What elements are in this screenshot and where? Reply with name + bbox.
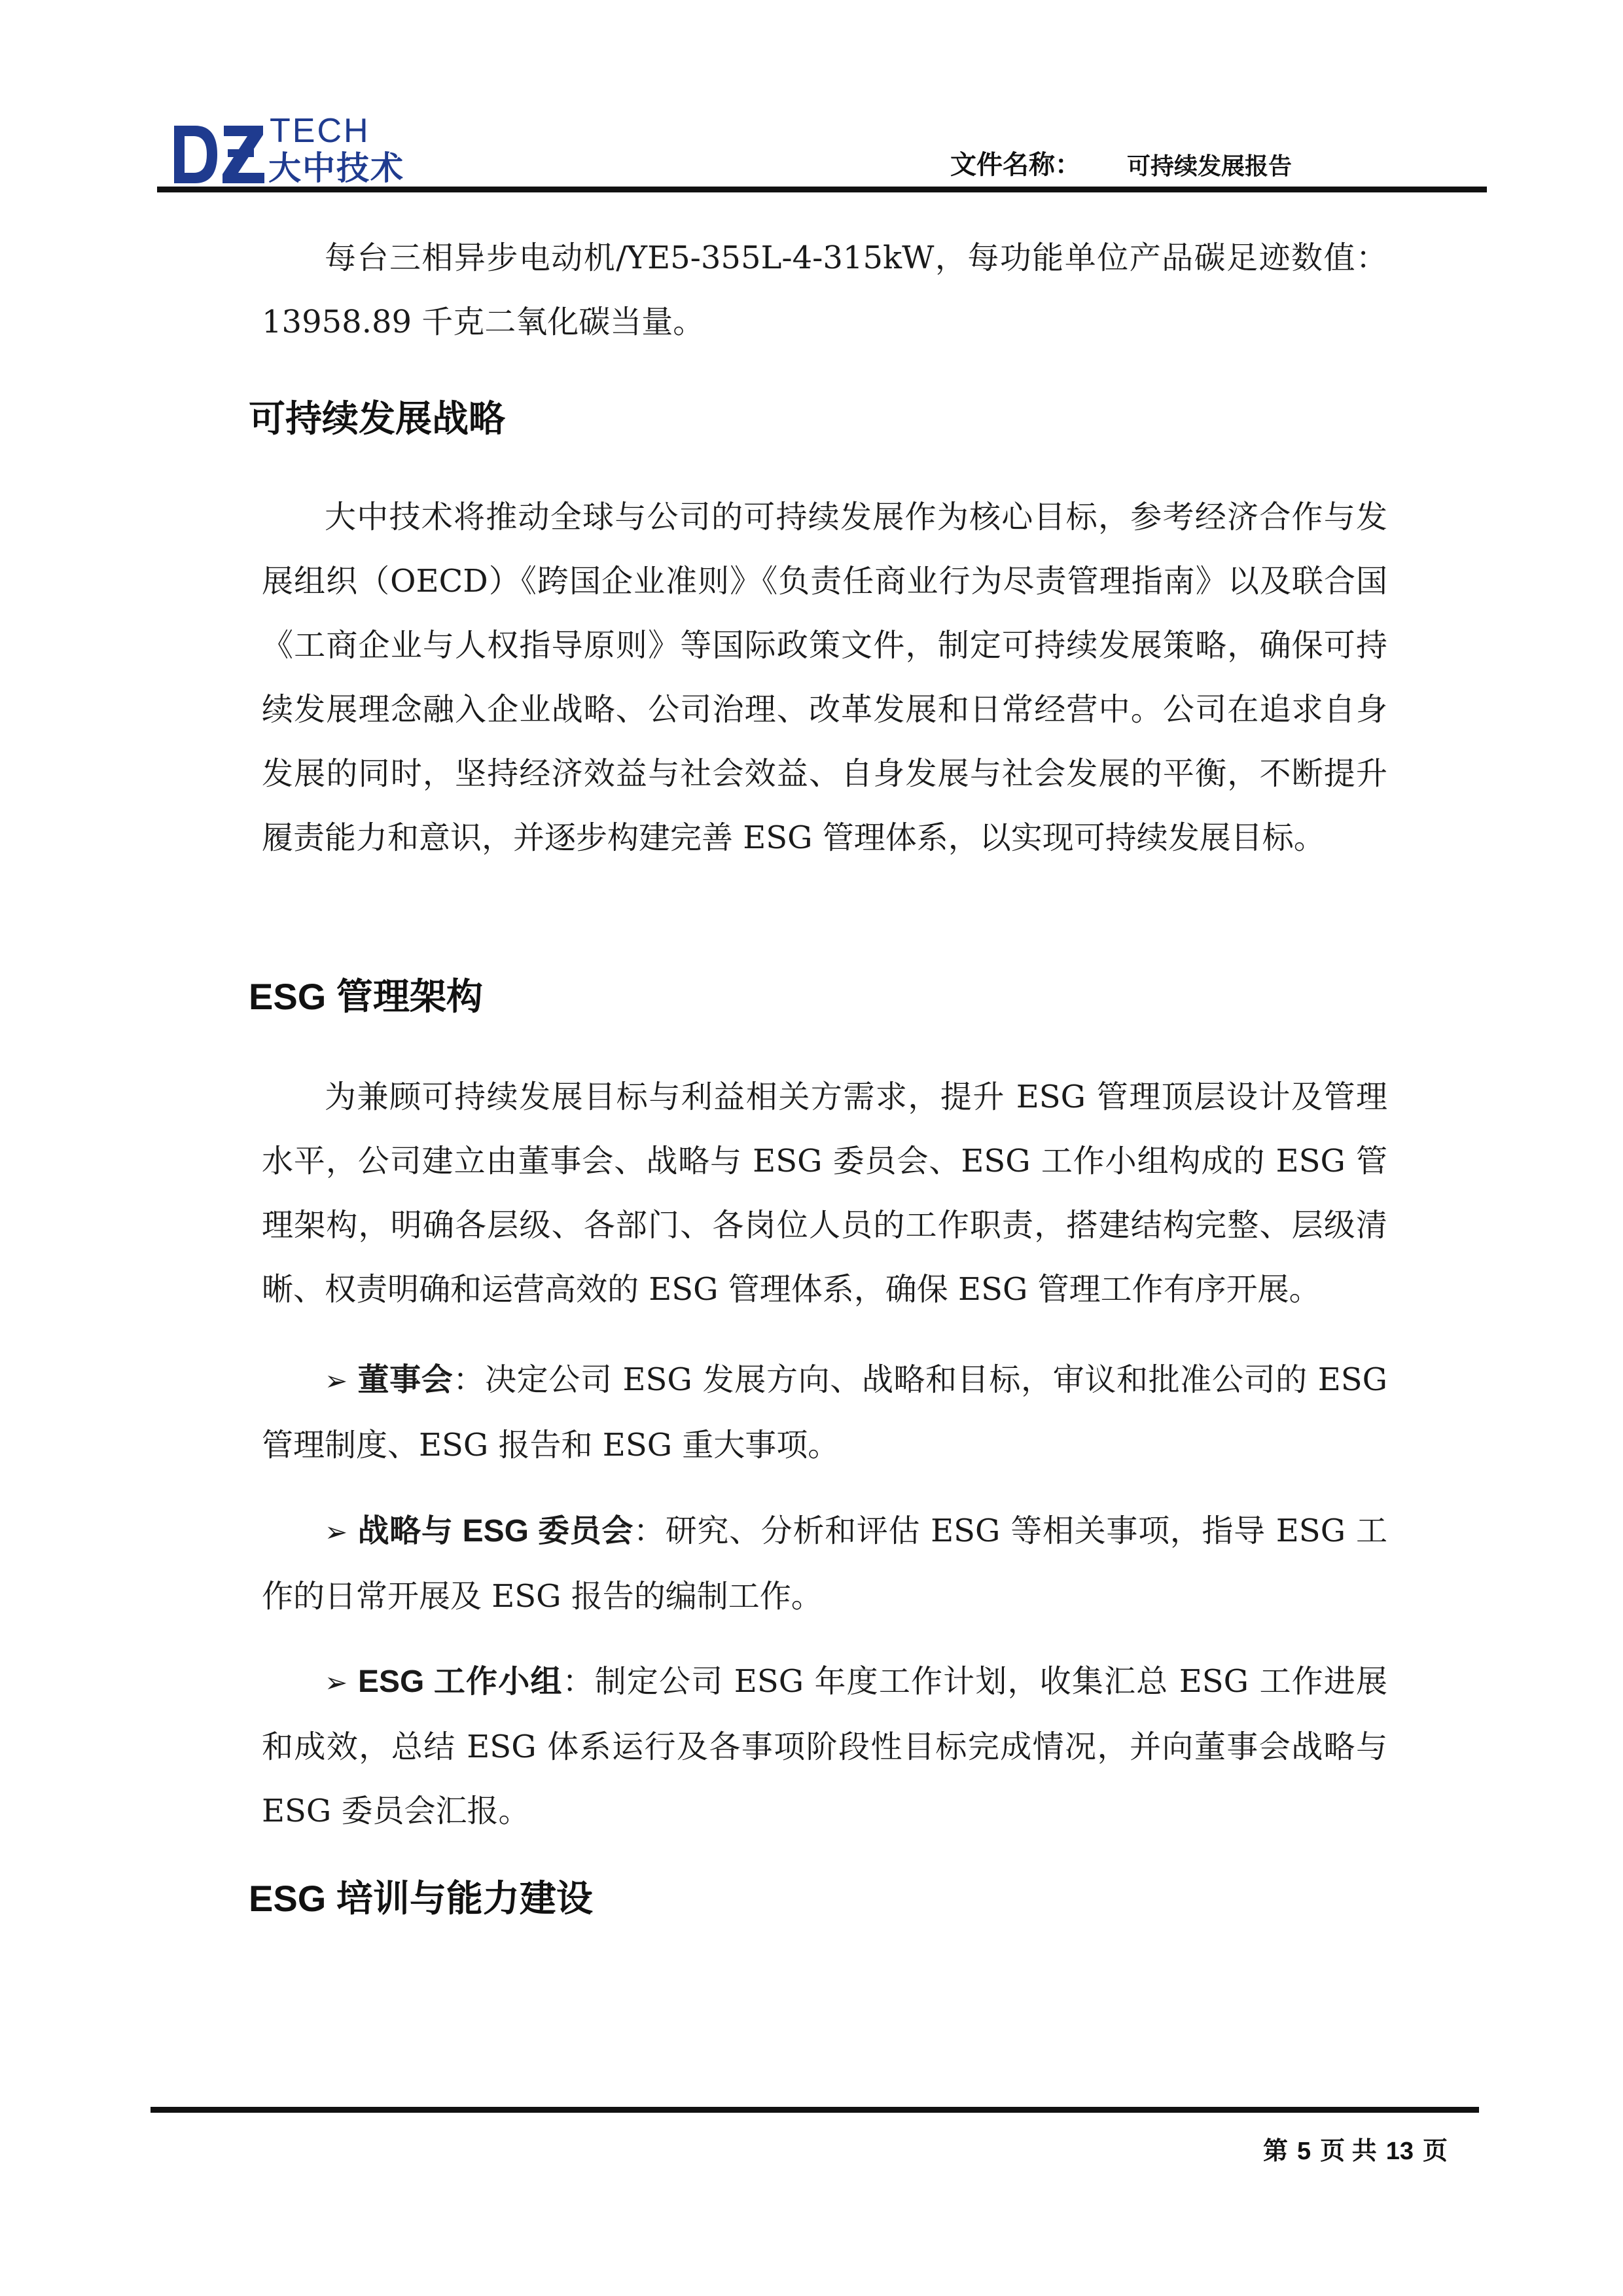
section-heading-sustainability-strategy: 可持续发展战略	[249, 398, 505, 439]
logo-text-chinese: 大中技术	[268, 150, 404, 187]
section-heading-esg-structure: ESG 管理架构	[249, 976, 483, 1017]
sustainability-strategy-paragraph: 大中技术将推动全球与公司的可持续发展作为核心目标，参考经济合作与发展组织（OECD）《跨国企业准则》《负责任商业行为尽责管理指南》以及联合国《工商企业与人权指导原则》等国际政策文件，制定可持续发展策略，确保可持续发展理念融入企业战略、公司治理、改革发展和日常经营中。公司在追求自身发展的同时，坚持经济效益与社会效益、自身发展与社会发展的平衡，不断提升履责能力和意识，并逐步构建完善 ESG 管理体系，以实现可持续发展目标。	[262, 499, 1387, 856]
bullet-text: ：制定公司 ESG 年度工作计划，收集汇总 ESG 工作进展和成效，总结 ESG 体系运行及各事项阶段性目标完成情况，并向董事会战略与 ESG 委员会汇报。	[262, 1663, 1387, 1829]
logo-text-tech: TECH	[270, 112, 370, 150]
bullet-term: ESG 工作小组	[357, 1664, 563, 1699]
arrow-bullet-icon: ➢	[325, 1365, 358, 1397]
page-mid: 页 共	[1320, 2138, 1377, 2165]
bullet-text: ：研究、分析和评估 ESG 等相关事项，指导 ESG 工作的日常开展及 ESG 报告的编制工作。	[262, 1513, 1387, 1615]
current-page: 5	[1297, 2138, 1311, 2165]
section-heading-esg-training: ESG 培训与能力建设	[249, 1878, 593, 1919]
bullet-board	[262, 1348, 1387, 1477]
page-number	[1263, 2136, 1457, 2166]
bullet-term: 董事会	[357, 1363, 454, 1397]
page-header	[0, 0, 1623, 196]
footer-divider	[151, 2107, 1479, 2113]
page-prefix: 第	[1263, 2138, 1289, 2165]
page-suffix: 页	[1423, 2138, 1448, 2165]
bullet-esg-working-group	[262, 1649, 1387, 1843]
header-divider	[157, 187, 1487, 192]
bullet-text: ：决定公司 ESG 发展方向、战略和目标，审议和批准公司的 ESG 管理制度、ESG 报告和 ESG 重大事项。	[262, 1361, 1387, 1463]
bullet-term: 战略与 ESG 委员会	[357, 1514, 634, 1549]
intro-paragraph: 每台三相异步电动机/YE5-355L-4-315kW，每功能单位产品碳足迹数值：13958.89 千克二氧化碳当量。	[262, 240, 1387, 340]
document-name-label: 文件名称：	[950, 151, 1081, 179]
total-pages: 13	[1385, 2138, 1414, 2165]
arrow-bullet-icon: ➢	[325, 1666, 358, 1698]
arrow-bullet-icon: ➢	[325, 1516, 358, 1548]
document-name: 可持续发展报告	[1127, 152, 1293, 179]
esg-structure-paragraph: 为兼顾可持续发展目标与利益相关方需求，提升 ESG 管理顶层设计及管理水平，公司建立由董事会、战略与 ESG 委员会、ESG 工作小组构成的 ESG 管理架构，明确各层级、各部门、各岗位人员的工作职责，搭建结构完整、层级清晰、权责明确和运营高效的 ESG 管理体系，确保 ESG 管理工作有序开展。	[262, 1079, 1387, 1308]
bullet-strategy-committee	[262, 1499, 1387, 1628]
dz-logo-mark	[171, 113, 270, 186]
company-logo	[171, 113, 407, 186]
